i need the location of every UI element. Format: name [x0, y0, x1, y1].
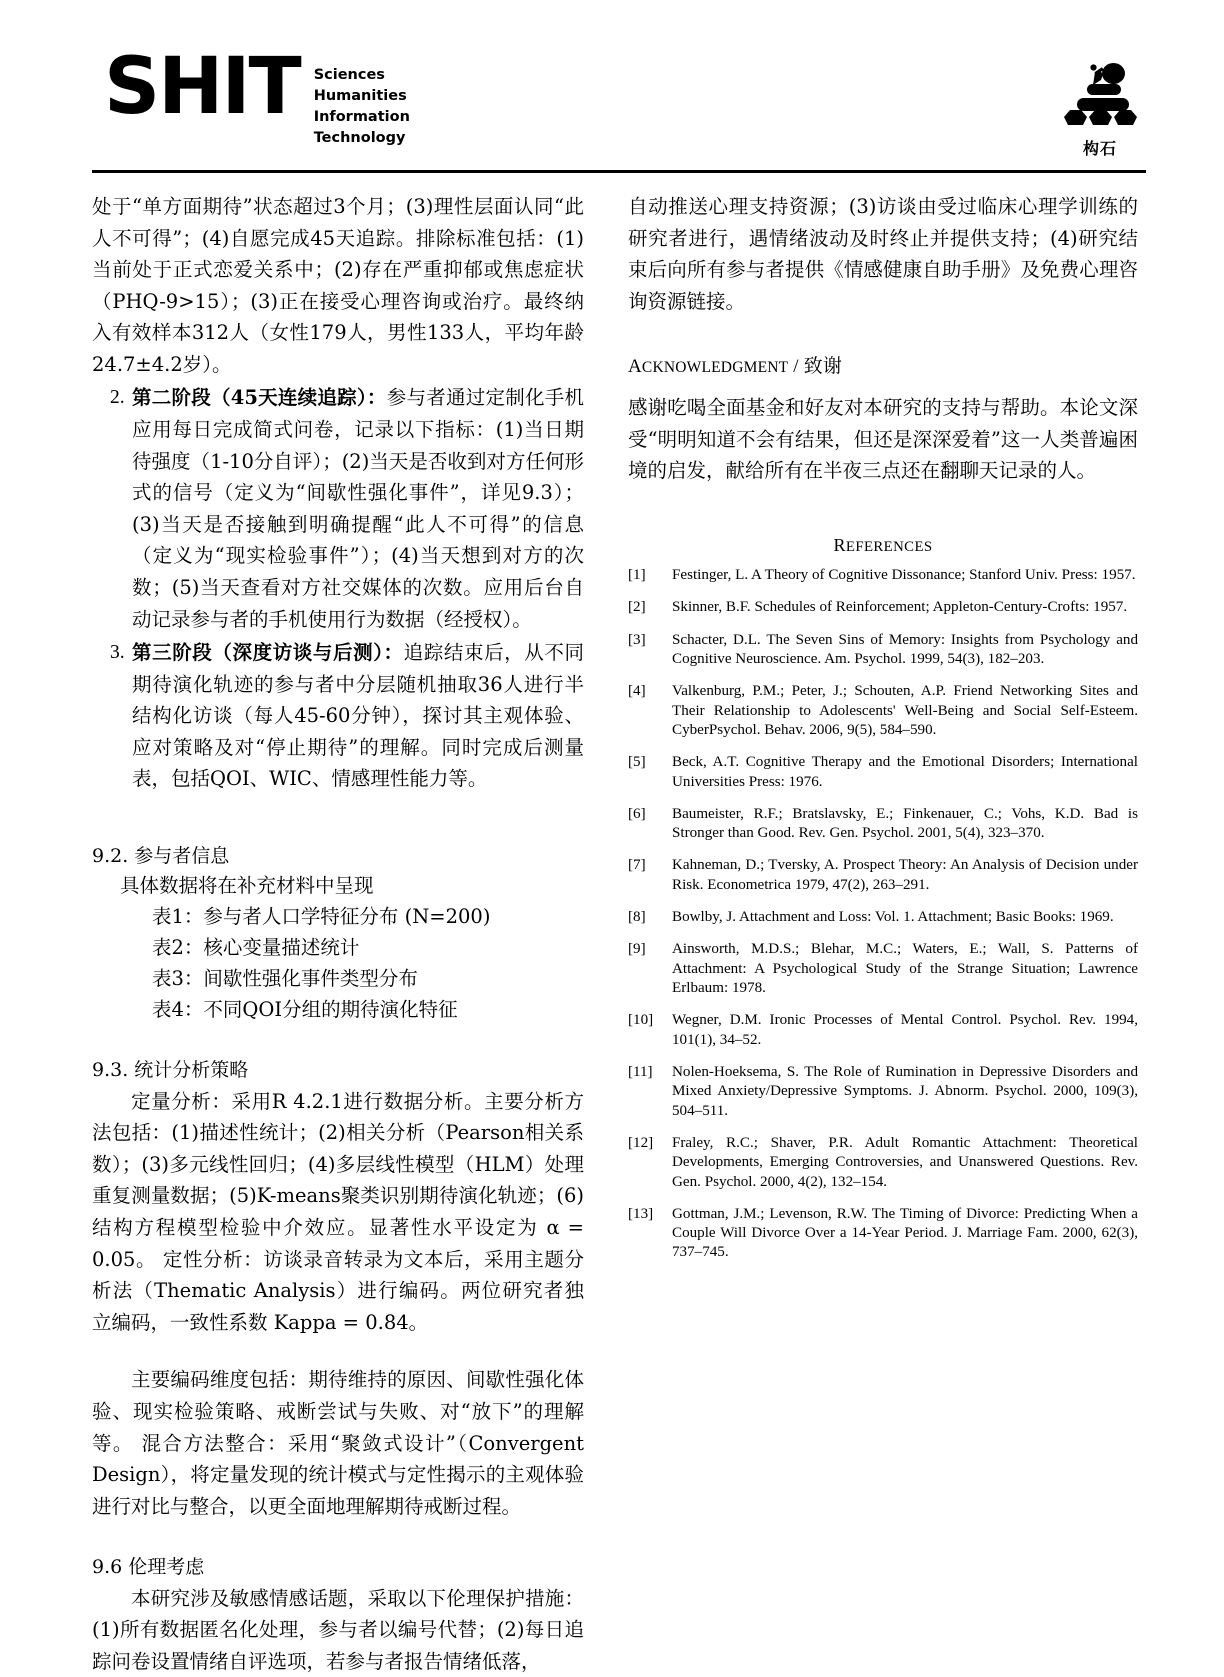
reference-number: [8] [628, 909, 646, 926]
reference-number: [2] [628, 599, 646, 616]
brand-line-information: Information [313, 109, 410, 126]
list-item [92, 382, 584, 635]
table-ref-4: 表4：不同QOI分组的期待演化特征 [152, 997, 458, 1021]
reference-number: [1] [628, 567, 646, 584]
section-heading-9-3: 9.3. 统计分析策略 [92, 1059, 249, 1082]
reference-number: [5] [628, 754, 646, 771]
brand-line-technology: Technology [313, 130, 406, 147]
table-ref-3: 表3：间歇性强化事件类型分布 [152, 966, 418, 990]
section-heading-9-2: 9.2. 参与者信息 [92, 844, 230, 867]
list-item-body [132, 637, 584, 795]
reference-text: Bowlby, J. Attachment and Loss: Vol. 1. Attachment; Basic Books: 1969. [672, 909, 1114, 926]
reference-item [628, 1011, 1138, 1050]
reference-text: Beck, A.T. Cognitive Therapy and the Emotional Disorders; International Universities Press: 1976. [672, 754, 1138, 790]
reference-item [628, 940, 1138, 998]
reference-number: [10] [628, 1012, 654, 1029]
list-item-lead: 第二阶段（45天连续追踪）： [132, 386, 387, 410]
spacer [92, 1338, 584, 1364]
reference-text: Fraley, R.C.; Shaver, P.R. Adult Romantic Attachment: Theoretical Developments, Emerging Controversies, and Unanswered Questions. Rev. Gen. Psychol. 2000, 4(2), 132–154. [672, 1134, 1138, 1190]
journal-full-name [314, 65, 410, 150]
acknowledgment-heading [628, 351, 1138, 378]
reference-number: [13] [628, 1205, 654, 1222]
reference-item [628, 682, 1138, 740]
reference-text: Ainsworth, M.D.S.; Blehar, M.C.; Waters, E.; Wall, S. Patterns of Attachment: A Psychological Study of the Strange Situation; Lawrence Erlbaum: 1978. [672, 941, 1138, 997]
list-item-number: 3. [110, 642, 125, 664]
list-item [92, 637, 584, 795]
ack-initial-cap: A [628, 356, 642, 378]
references-heading [628, 535, 1138, 556]
reference-text: Valkenburg, P.M.; Peter, J.; Schouten, A.P. Friend Networking Sites and Their Relationship to Adolescents' Well-Being and Social Self-Esteem. CyberPsychol. Behav. 2006, 9(5), 584–590. [672, 683, 1138, 738]
reference-item [628, 566, 1138, 585]
reference-text: Nolen-Hoeksema, S. The Role of Rumination in Depressive Disorders and Mixed Anxiety/Depressive Symptoms. J. Abnorm. Psychol. 2000, 109(3), 504–511. [672, 1063, 1138, 1119]
continued-paragraph-right: 自动推送心理支持资源；(3)访谈由受过临床心理学训练的研究者进行，遇情绪波动及时终止并提供支持；(4)研究结束后向所有参与者提供《情感健康自助手册》及免费心理咨询资源链接。 [628, 195, 1138, 313]
reference-text: Wegner, D.M. Ironic Processes of Mental Control. Psychol. Rev. 1994, 101(1), 34–52. [672, 1012, 1138, 1048]
reference-text: Skinner, B.F. Schedules of Reinforcement; Appleton-Century-Crofts: 1957. [672, 599, 1128, 616]
refs-initial-cap: R [833, 535, 846, 556]
list-item-lead: 第三阶段（深度访谈与后测）： [132, 641, 404, 665]
reference-item [628, 1134, 1138, 1192]
journal-brand [104, 42, 410, 150]
section-9-2-subheading: 具体数据将在补充材料中呈现 [120, 874, 374, 898]
publisher-logo [1054, 58, 1146, 159]
table-ref-2: 表2：核心变量描述统计 [152, 935, 360, 959]
journal-acronym: SHIT [104, 42, 300, 132]
right-column [628, 191, 1138, 1677]
list-item-text: 追踪结束后，从不同期待演化轨迹的参与者中分层随机抽取36人进行半结构化访谈（每人45-60分钟），探讨其主观体验、应对策略及对“停止期待”的理解。同时完成后测量表，包括QOI、WIC、情感理性能力等。 [132, 641, 584, 791]
reference-number: [3] [628, 631, 646, 648]
reference-item [628, 753, 1138, 792]
study-phase-list [92, 382, 584, 795]
reference-text: Gottman, J.M.; Levenson, R.W. The Timing of Divorce: Predicting When a Couple Will Divorce Over a 14-Year Period. J. Marriage Fam. 2000, 62(3), 737–745. [672, 1205, 1138, 1261]
reference-text: Festinger, L. A Theory of Cognitive Dissonance; Stanford Univ. Press: 1957. [672, 567, 1136, 584]
list-item-text: 参与者通过定制化手机应用每日完成简式问卷，记录以下指标：(1)当日期待强度（1-10分自评）；(2)当天是否收到对方任何形式的信号（定义为“间歇性强化事件”，详见9.3）；(3)当天是否接触到明确提醒“此人不可得”的信息（定义为“现实检验事件”）；(4)当天想到对方的次数；(5)当天查看对方社交媒体的次数。应用后台自动记录参与者的手机使用行为数据（经授权）。 [132, 386, 584, 631]
refs-small-caps: EFERENCES [845, 539, 933, 556]
reference-number: [9] [628, 941, 646, 958]
reference-number: [6] [628, 805, 646, 822]
section-heading-9-6: 9.6 伦理考虑 [92, 1556, 205, 1579]
acknowledgment-body: 感谢吃喝全面基金和好友对本研究的支持与帮助。本论文深受“明明知道不会有结果，但还是深深爱着”这一人类普遍困境的启发，献给所有在半夜三点还在翻聊天记录的人。 [628, 396, 1138, 483]
reference-text: Kahneman, D.; Tversky, A. Prospect Theory: An Analysis of Decision under Risk. Econometrica 1979, 47(2), 263–291. [672, 857, 1138, 893]
two-column-body [92, 191, 1146, 1677]
ack-heading-suffix: / 致谢 [788, 356, 843, 378]
reference-number: [4] [628, 683, 646, 700]
reference-item [628, 1063, 1138, 1121]
stacked-stones-icon [1055, 58, 1145, 134]
continued-paragraph-left: 处于“单方面期待”状态超过3个月；(3)理性层面认同“此人不可得”；(4)自愿完成45天追踪。排除标准包括：(1)当前处于正式恋爱关系中；(2)存在严重抑郁或焦虑症状（PHQ-9>15）；(3)正在接受心理咨询或治疗。最终纳入有效样本312人（女性179人，男性133人，平均年龄24.7±4.2岁）。 [92, 195, 584, 376]
reference-item [628, 908, 1138, 927]
left-column [92, 191, 584, 1677]
reference-text: Baumeister, R.F.; Bratslavsky, E.; Finkenauer, C.; Vohs, K.D. Bad is Stronger than Good. Rev. Gen. Psychol. 2001, 5(4), 323–370. [672, 805, 1138, 842]
section-9-3-paragraph-1: 定量分析：采用R 4.2.1进行数据分析。主要分析方法包括：(1)描述性统计；(2)相关分析（Pearson相关系数）；(3)多元线性回归；(4)多层线性模型（HLM）处理重复测量数据；(5)K-means聚类识别期待演化轨迹；(6)结构方程模型检验中介效应。显著性水平设定为 α = 0.05。 定性分析：访谈录音转录为文本后，采用主题分析法（Thematic Analysis）进行编码。两位研究者独立编码，一致性系数 Kappa = 0.84。 [92, 1089, 584, 1334]
ack-small-caps: CKNOWLEDGMENT [641, 359, 789, 377]
reference-item [628, 598, 1138, 617]
reference-item [628, 805, 1138, 844]
reference-item [628, 856, 1138, 895]
document-page [0, 42, 1224, 1673]
list-item-number: 2. [110, 387, 125, 409]
reference-item [628, 631, 1138, 670]
reference-text: Schacter, D.L. The Seven Sins of Memory: Insights from Psychology and Cognitive Neuroscience. Am. Psychol. 1999, 54(3), 182–203. [672, 631, 1138, 667]
reference-number: [7] [628, 857, 646, 874]
spacer [92, 795, 584, 811]
brand-line-sciences: Sciences [313, 67, 385, 83]
section-9-6-paragraph: 本研究涉及敏感情感话题，采取以下伦理保护措施：(1)所有数据匿名化处理，参与者以编号代替；(2)每日追踪问卷设置情绪自评选项，若参与者报告情绪低落， [92, 1586, 584, 1673]
list-item-body [132, 382, 584, 635]
reference-number: [11] [628, 1063, 653, 1080]
brand-line-humanities: Humanities [313, 88, 407, 105]
masthead [104, 42, 1146, 164]
reference-list [628, 566, 1138, 1263]
section-9-3-paragraph-2: 主要编码维度包括：期待维持的原因、间歇性强化体验、现实检验策略、戒断尝试与失败、对“放下”的理解等。 混合方法整合：采用“聚敛式设计”（Convergent Design），将定量发现的统计模式与定性揭示的主观体验进行对比与整合，以更全面地理解期待戒断过程。 [92, 1368, 584, 1518]
header-divider-rule [92, 170, 1146, 173]
reference-item [628, 1205, 1138, 1263]
table-ref-1: 表1：参与者人口学特征分布 (N=200) [152, 905, 491, 929]
reference-number: [12] [628, 1134, 654, 1151]
publisher-name: 构石 [1082, 139, 1117, 158]
